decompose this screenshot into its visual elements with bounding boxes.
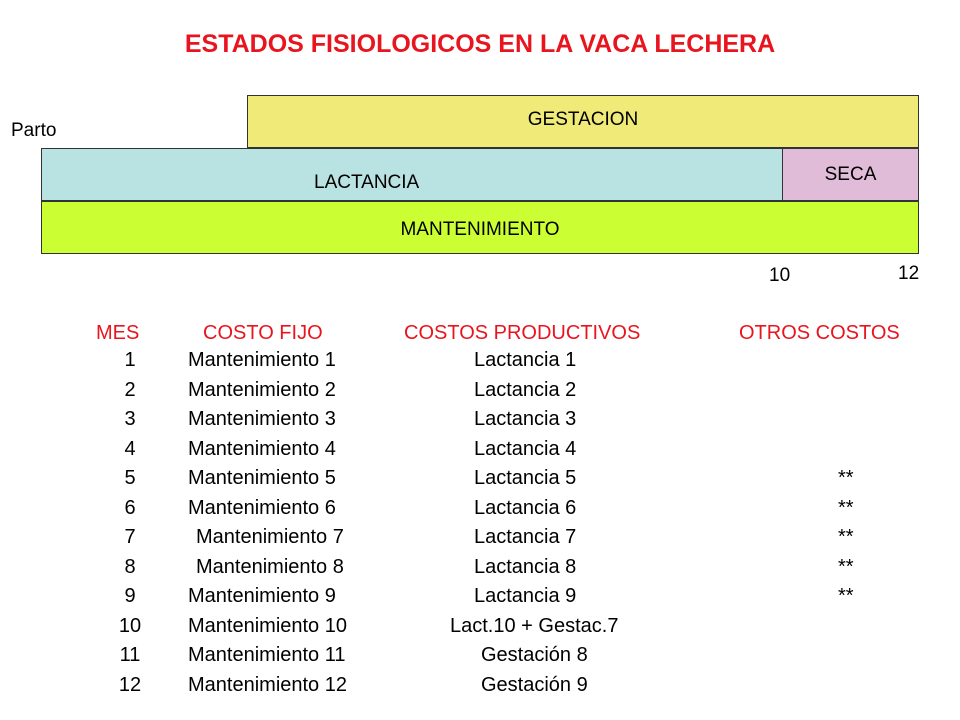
table-row bbox=[0, 349, 960, 379]
gestacion-bar bbox=[247, 95, 919, 148]
seca-bar bbox=[782, 148, 919, 201]
costo-productivo-cell: Gestación 8 bbox=[481, 644, 588, 666]
costo-productivo-cell: Lactancia 6 bbox=[474, 496, 577, 519]
header-costos-productivos: COSTOS PRODUCTIVOS bbox=[404, 322, 641, 344]
otros-costos-cell: ** bbox=[838, 585, 854, 607]
table-row bbox=[0, 438, 960, 468]
mes-cell: 4 bbox=[124, 437, 136, 460]
costo-productivo-cell: Lactancia 2 bbox=[474, 378, 577, 401]
costo-fijo-cell: Mantenimiento 5 bbox=[188, 467, 336, 489]
costo-fijo-cell: Mantenimiento 6 bbox=[188, 496, 336, 519]
costo-fijo-cell: Mantenimiento 12 bbox=[188, 673, 347, 696]
otros-costos-cell: ** bbox=[838, 496, 854, 519]
lactancia-label: LACTANCIA bbox=[314, 172, 420, 193]
mantenimiento-label: MANTENIMIENTO bbox=[400, 219, 560, 240]
costo-fijo-cell: Mantenimiento 8 bbox=[196, 555, 344, 578]
seca-label: SECA bbox=[824, 164, 877, 185]
mes-cell: 9 bbox=[124, 585, 136, 607]
costo-productivo-cell: Lactancia 7 bbox=[474, 526, 577, 548]
costo-fijo-cell: Mantenimiento 2 bbox=[188, 378, 336, 401]
table-row bbox=[0, 556, 960, 586]
table-row bbox=[0, 585, 960, 615]
costo-productivo-cell: Lact.10 + Gestac.7 bbox=[450, 614, 619, 637]
mes-cell: 3 bbox=[124, 408, 136, 430]
costo-fijo-cell: Mantenimiento 9 bbox=[188, 585, 336, 607]
mes-cell: 7 bbox=[124, 526, 136, 548]
page-title: ESTADOS FISIOLOGICOS EN LA VACA LECHERA bbox=[184, 30, 776, 58]
table-row bbox=[0, 674, 960, 704]
cost-table bbox=[0, 349, 960, 703]
header-costo-fijo: COSTO FIJO bbox=[203, 322, 323, 344]
mes-cell: 2 bbox=[124, 378, 136, 401]
costo-productivo-cell: Gestación 9 bbox=[481, 673, 588, 696]
costo-fijo-cell: Mantenimiento 7 bbox=[196, 526, 344, 548]
table-row bbox=[0, 497, 960, 527]
table-row bbox=[0, 467, 960, 497]
table-row bbox=[0, 644, 960, 674]
costo-fijo-cell: Mantenimiento 4 bbox=[188, 437, 336, 460]
mes-cell: 12 bbox=[118, 673, 142, 696]
costo-productivo-cell: Lactancia 9 bbox=[474, 585, 577, 607]
mes-cell: 5 bbox=[124, 467, 136, 489]
costo-fijo-cell: Mantenimiento 3 bbox=[188, 408, 336, 430]
mes-cell: 1 bbox=[124, 349, 136, 371]
gestacion-label: GESTACION bbox=[527, 109, 639, 130]
otros-costos-cell: ** bbox=[838, 555, 854, 578]
costo-fijo-cell: Mantenimiento 10 bbox=[188, 614, 347, 637]
header-otros-costos: OTROS COSTOS bbox=[739, 322, 900, 344]
costo-productivo-cell: Lactancia 4 bbox=[474, 437, 577, 460]
table-row bbox=[0, 408, 960, 438]
mantenimiento-bar bbox=[41, 201, 919, 254]
lactancia-bar bbox=[41, 148, 783, 201]
month-12-label: 12 bbox=[898, 263, 920, 284]
table-row bbox=[0, 615, 960, 645]
costo-productivo-cell: Lactancia 3 bbox=[474, 408, 577, 430]
mes-cell: 10 bbox=[118, 614, 142, 637]
costo-productivo-cell: Lactancia 5 bbox=[474, 467, 577, 489]
costo-fijo-cell: Mantenimiento 11 bbox=[188, 644, 346, 666]
otros-costos-cell: ** bbox=[838, 526, 854, 548]
costo-productivo-cell: Lactancia 8 bbox=[474, 555, 577, 578]
header-mes: MES bbox=[96, 322, 140, 344]
costo-fijo-cell: Mantenimiento 1 bbox=[188, 349, 336, 371]
parto-label: Parto bbox=[11, 120, 57, 141]
table-row bbox=[0, 526, 960, 556]
otros-costos-cell: ** bbox=[838, 467, 854, 489]
month-10-label: 10 bbox=[769, 265, 791, 286]
mes-cell: 11 bbox=[119, 644, 141, 666]
mes-cell: 8 bbox=[124, 555, 136, 578]
table-row bbox=[0, 379, 960, 409]
costo-productivo-cell: Lactancia 1 bbox=[474, 349, 577, 371]
mes-cell: 6 bbox=[124, 496, 136, 519]
